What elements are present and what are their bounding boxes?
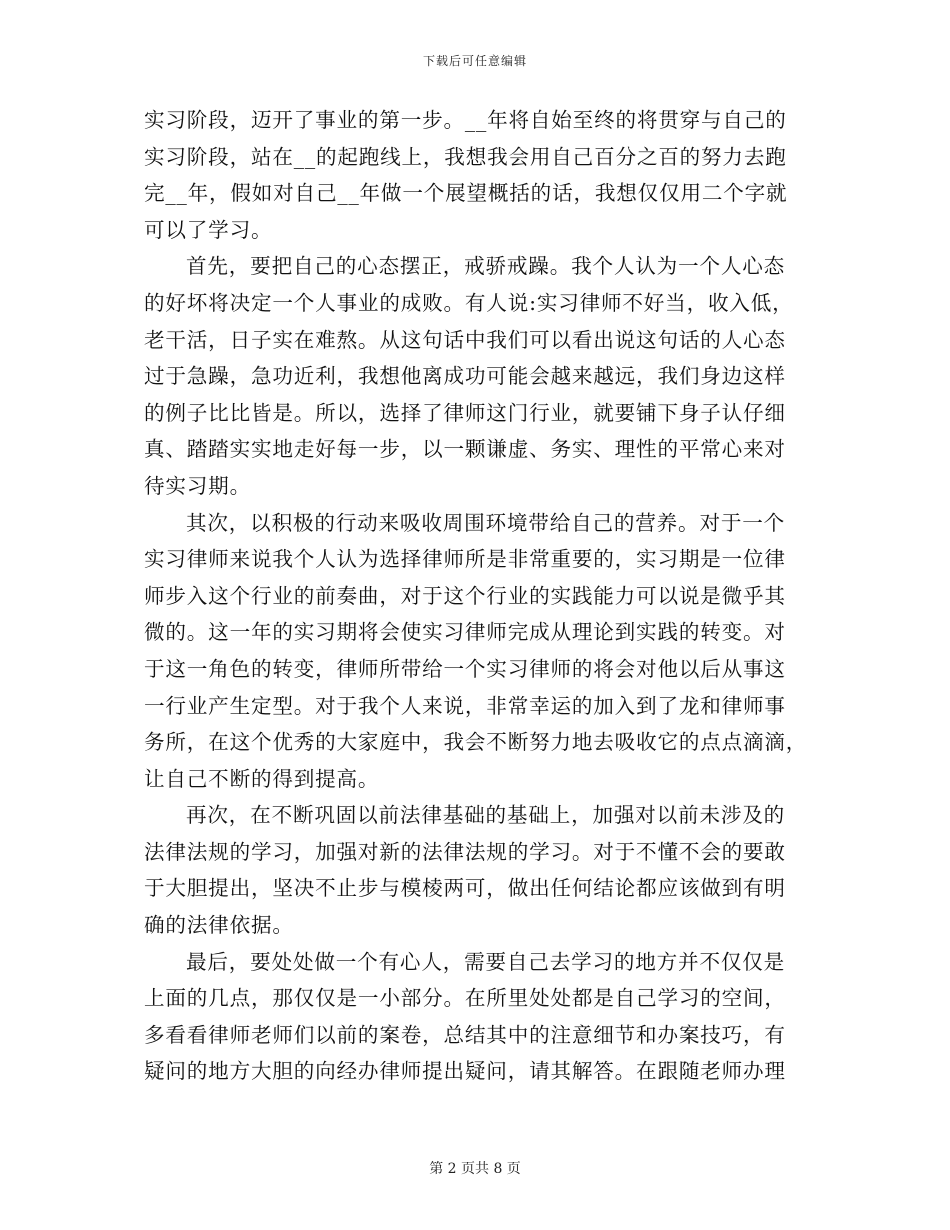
paragraph-line: 务所，在这个优秀的大家庭中，我会不断努力地去吸收它的点点滴滴， [144, 730, 808, 755]
paragraph-line: 过于急躁，急功近利，我想他离成功可能会越来越远，我们身边这样 [144, 364, 786, 389]
paragraph-line: 微的。这一年的实习期将会使实习律师完成从理论到实践的转变。对 [144, 620, 786, 645]
paragraph-line: 多看看律师老师们以前的案卷，总结其中的注意细节和办案技巧，有 [144, 1022, 786, 1047]
paragraph-line: 法律法规的学习，加强对新的法律法规的学习。对于不懂不会的要敢 [144, 839, 786, 864]
paragraph-3 [144, 505, 808, 798]
paragraph-line: 于大胆提出，坚决不止步与模棱两可，做出任何结论都应该做到有明 [144, 876, 786, 901]
paragraph-1 [144, 102, 804, 248]
paragraph-line: 实习律师来说我个人认为选择律师所是非常重要的，实习期是一位律 [144, 547, 786, 572]
paragraph-line: 实习阶段，迈开了事业的第一步。__年将自始至终的将贯穿与自己的 [144, 108, 787, 132]
paragraph-line: 于这一角色的转变，律师所带给一个实习律师的将会对他以后从事这 [144, 656, 786, 681]
document-body [144, 102, 808, 1090]
paragraph-line: 的好坏将决定一个人事业的成败。有人说:实习律师不好当，收入低， [144, 290, 794, 315]
paragraph-5 [144, 944, 804, 1090]
paragraph-line: 最后，要处处做一个有心人，需要自己去学习的地方并不仅仅是 [186, 949, 786, 974]
paragraph-line: 老干活，日子实在难熬。从这句话中我们可以看出说这句话的人心态 [144, 327, 786, 352]
paragraph-line: 其次，以积极的行动来吸收周围环境带给自己的营养。对于一个 [186, 510, 786, 535]
paragraph-line: 实习阶段，站在__的起跑线上，我想我会用自己百分之百的努力去跑 [144, 144, 787, 169]
paragraph-line: 让自己不断的得到提高。 [144, 766, 380, 791]
paragraph-line: 真、踏踏实实地走好每一步，以一颗谦虚、务实、理性的平常心来对 [144, 437, 786, 462]
paragraph-line: 可以了学习。 [144, 217, 273, 242]
paragraph-2 [144, 248, 804, 504]
paragraph-line: 的例子比比皆是。所以，选择了律师这门行业，就要铺下身子认仔细 [144, 400, 786, 425]
paragraph-line: 完__年，假如对自己__年做一个展望概括的话，我想仅仅用二个字就 [144, 181, 788, 206]
paragraph-line: 确的法律依据。 [144, 913, 294, 938]
paragraph-4 [144, 797, 804, 943]
paragraph-line: 首先，要把自己的心态摆正，戒骄戒躁。我个人认为一个人心态 [186, 254, 786, 279]
paragraph-line: 再次，在不断巩固以前法律基础的基础上，加强对以前未涉及的 [186, 803, 786, 828]
paragraph-line: 待实习期。 [144, 473, 251, 498]
paragraph-line: 上面的几点，那仅仅是一小部分。在所里处处都是自己学习的空间， [144, 986, 786, 1011]
paragraph-line: 一行业产生定型。对于我个人来说，非常幸运的加入到了龙和律师事 [144, 693, 786, 718]
paragraph-line: 师步入这个行业的前奏曲，对于这个行业的实践能力可以说是微乎其 [144, 583, 786, 608]
paragraph-line: 疑问的地方大胆的向经办律师提出疑问，请其解答。在跟随老师办理 [144, 1059, 786, 1084]
page-number: 第 2 页共 8 页 [429, 1161, 521, 1177]
page-header: 下载后可任意编辑 [422, 54, 527, 68]
